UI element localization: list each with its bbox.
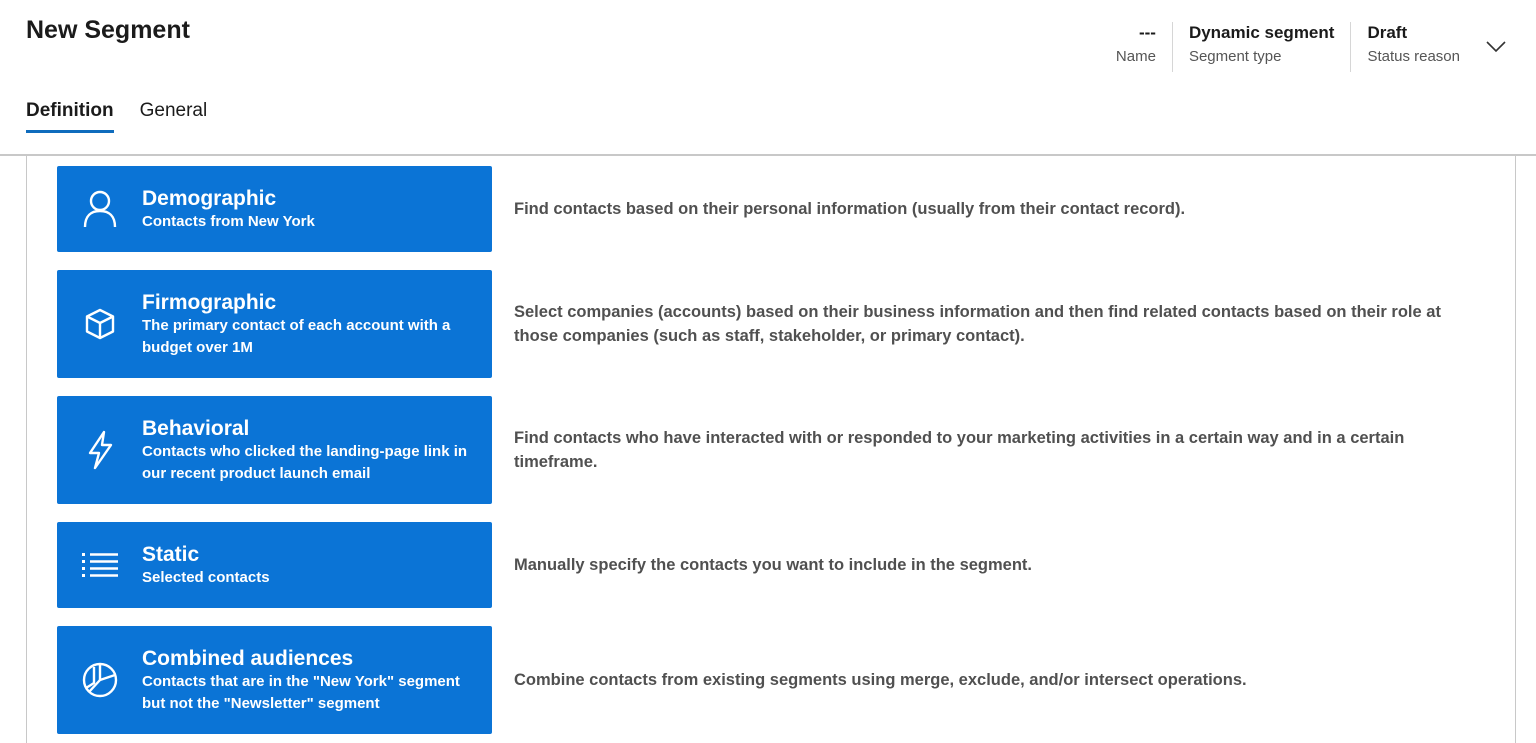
firmographic-card[interactable] bbox=[57, 270, 492, 378]
segment-type-field[interactable] bbox=[1172, 22, 1351, 72]
segment-type-row-combined-audiences bbox=[57, 626, 1474, 734]
expand-header-button[interactable] bbox=[1476, 22, 1516, 72]
segment-type-row-firmographic bbox=[57, 270, 1474, 378]
demographic-card[interactable] bbox=[57, 166, 492, 252]
card-icon-container bbox=[57, 430, 142, 470]
card-title: Demographic bbox=[142, 186, 277, 210]
card-icon-container bbox=[57, 307, 142, 341]
card-icon-container bbox=[57, 189, 142, 229]
card-icon-container bbox=[57, 550, 142, 580]
segment-type-value: Dynamic segment bbox=[1188, 23, 1335, 42]
card-subtitle: Contacts that are in the "New York" segment but not the "Newsletter" segment bbox=[142, 672, 460, 712]
firmographic-description: Select companies (accounts) based on their business information and then find related contacts based on their role at those companies (such as staff, stakeholder, or primary contact). bbox=[514, 303, 1441, 345]
card-text bbox=[142, 646, 492, 715]
static-description: Manually specify the contacts you want to include in the segment. bbox=[514, 556, 1033, 574]
tab-general[interactable]: General bbox=[139, 100, 208, 121]
cube-icon bbox=[83, 307, 117, 341]
card-text bbox=[142, 416, 492, 485]
card-text bbox=[142, 290, 492, 359]
static-card[interactable] bbox=[57, 522, 492, 608]
status-reason-label: Status reason bbox=[1367, 48, 1460, 65]
chevron-down-icon bbox=[1485, 40, 1507, 54]
card-text bbox=[142, 542, 290, 589]
combined-audiences-card[interactable] bbox=[57, 626, 492, 734]
page-header bbox=[0, 0, 1536, 156]
segment-type-list bbox=[26, 156, 1516, 743]
demographic-description: Find contacts based on their personal information (usually from their contact record). bbox=[514, 200, 1186, 218]
card-text bbox=[142, 186, 335, 233]
segment-type-row-demographic bbox=[57, 166, 1474, 252]
card-title: Behavioral bbox=[142, 416, 250, 440]
pie-chart-icon bbox=[81, 661, 119, 699]
list-icon bbox=[81, 550, 119, 580]
segment-type-label: Segment type bbox=[1188, 48, 1282, 65]
segment-type-row-static bbox=[57, 522, 1474, 608]
status-reason-field[interactable] bbox=[1350, 22, 1476, 72]
card-title: Combined audiences bbox=[142, 646, 354, 670]
card-subtitle: The primary contact of each account with a budget over 1M bbox=[142, 316, 451, 356]
header-fields bbox=[1100, 22, 1516, 72]
card-subtitle: Selected contacts bbox=[142, 568, 270, 586]
tab-bar bbox=[26, 100, 233, 133]
name-label: Name bbox=[1115, 48, 1156, 65]
card-title: Static bbox=[142, 542, 200, 566]
page-title: New Segment bbox=[26, 16, 190, 44]
person-icon bbox=[82, 189, 118, 229]
card-subtitle: Contacts from New York bbox=[142, 212, 315, 230]
card-icon-container bbox=[57, 661, 142, 699]
name-value: --- bbox=[1138, 23, 1156, 42]
behavioral-description: Find contacts who have interacted with or responded to your marketing activities in a certain way and in a certain timeframe. bbox=[514, 429, 1405, 471]
card-title: Firmographic bbox=[142, 290, 277, 314]
segment-type-row-behavioral bbox=[57, 396, 1474, 504]
name-field[interactable] bbox=[1100, 22, 1172, 72]
behavioral-card[interactable] bbox=[57, 396, 492, 504]
lightning-icon bbox=[85, 430, 115, 470]
tab-definition[interactable]: Definition bbox=[26, 100, 114, 133]
status-reason-value: Draft bbox=[1367, 23, 1408, 42]
card-subtitle: Contacts who clicked the landing-page link in our recent product launch email bbox=[142, 442, 468, 482]
combined-audiences-description: Combine contacts from existing segments using merge, exclude, and/or intersect operations. bbox=[514, 671, 1247, 689]
